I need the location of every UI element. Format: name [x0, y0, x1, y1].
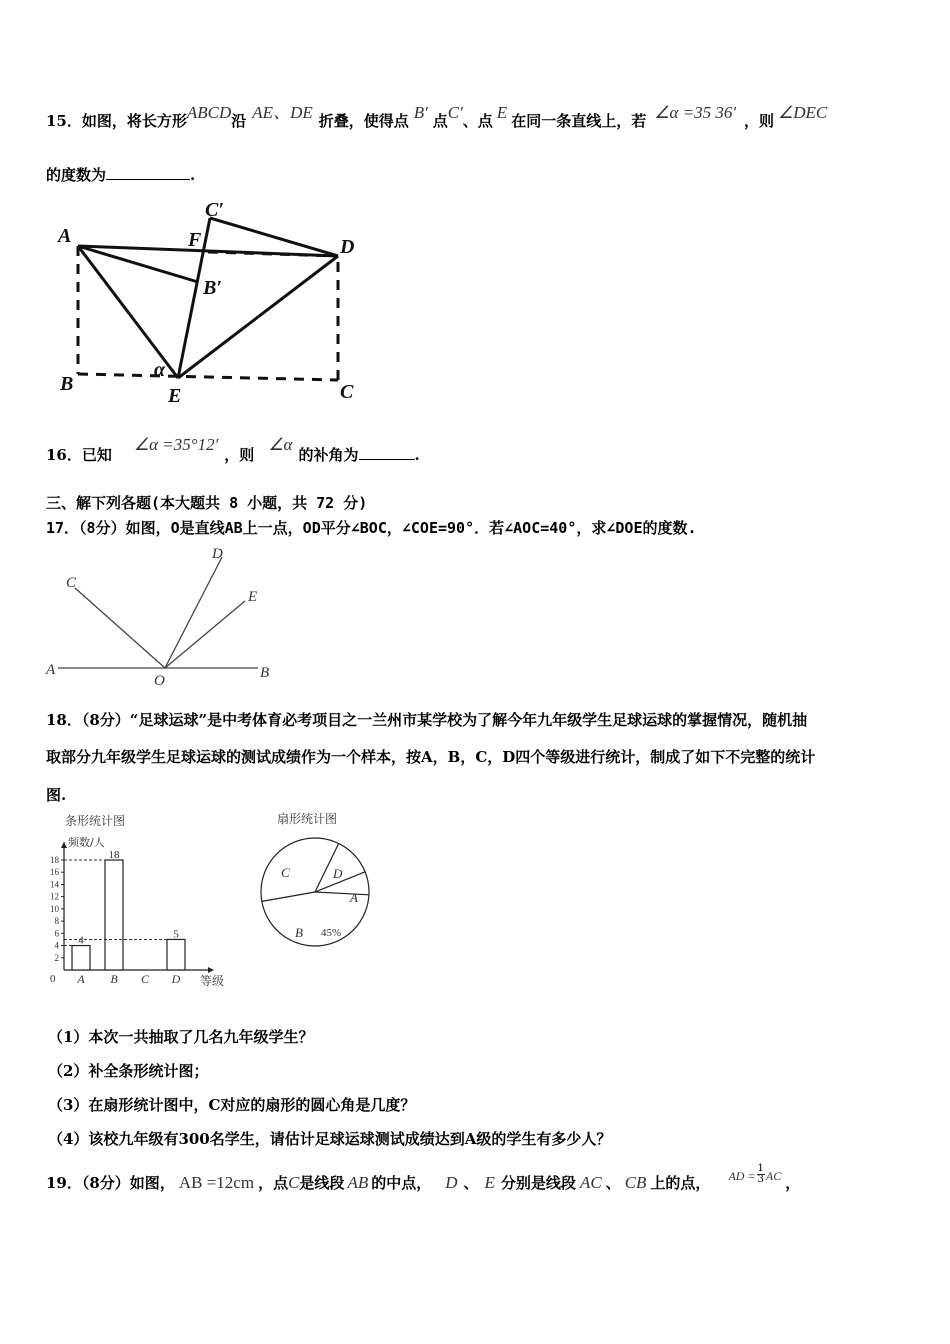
- bar-A: [72, 946, 90, 970]
- pie-chart-title: 扇形统计图: [277, 812, 338, 826]
- pie-slice-label: C: [281, 865, 290, 880]
- y-tick-label: 8: [54, 916, 59, 927]
- label-E: E: [248, 589, 258, 605]
- label-B: B: [260, 665, 270, 681]
- bar-chart-xlabel: 等级: [200, 974, 225, 988]
- q18-line3: 图.: [46, 786, 67, 804]
- data-label: 5: [173, 928, 179, 941]
- q18-sub2: （2）补全条形统计图；: [48, 1062, 209, 1080]
- label-D: D: [212, 546, 223, 562]
- y-tick-label: 14: [50, 879, 59, 890]
- q19-number: 19．: [46, 1174, 82, 1192]
- pie-slice-label: D: [333, 866, 343, 881]
- q15-number: 15．: [46, 112, 82, 130]
- y-axis-arrow: [61, 842, 67, 848]
- origin-label: 0: [50, 973, 56, 985]
- label-A: A: [46, 662, 56, 678]
- q16-line: 16．已知∠α =35°12′，则∠α的补角为 .: [46, 435, 420, 464]
- q15-line1: 15．如图，将长方形ABCD沿 AE、DE 折叠，使得点 B' 点C'、点 E 在同一条直线上，若 ∠α =35 36' ，则 ∠DEC: [46, 103, 828, 130]
- label-B-prime: B′: [203, 277, 222, 299]
- y-tick-label: 18: [50, 855, 59, 865]
- pie-slice-annotation: 45%: [321, 927, 342, 939]
- answer-blank[interactable]: [359, 459, 415, 460]
- q17-text: 17．（8分）如图，O是直线AB上一点，OD平分∠BOC，∠COE=90°．若∠AOC=40°，求∠DOE的度数.: [46, 519, 697, 537]
- y-tick-label: 16: [50, 867, 59, 878]
- label-E: E: [168, 385, 182, 407]
- data-label: 18: [108, 849, 120, 861]
- q18-line1: 18．（8分）“足球运球”是中考体育必考项目之一兰州市某学校为了解今年九年级学生足球运球的掌握情况，随机抽: [46, 711, 808, 729]
- y-tick-label: 12: [50, 891, 59, 902]
- answer-blank[interactable]: [106, 179, 190, 180]
- x-tick-label: B: [110, 972, 118, 986]
- bar-D: [167, 939, 185, 970]
- label-C: C: [66, 575, 77, 591]
- q15-line2: 的度数为 .: [46, 166, 196, 184]
- label-A: A: [58, 225, 72, 247]
- pie-chart-plot: [255, 832, 380, 957]
- data-label: 4: [78, 934, 84, 947]
- x-tick-label: A: [77, 972, 85, 986]
- bar-chart: [40, 812, 240, 990]
- label-alpha: α: [154, 359, 166, 381]
- q16-number: 16．: [46, 446, 82, 464]
- bar-chart-title: 条形统计图: [65, 814, 126, 828]
- q18-sub1: （1）本次一共抽取了几名九年级学生？: [48, 1028, 314, 1046]
- bar-chart-ylabel: 频数/人: [68, 836, 105, 849]
- q19-line: 19．（8分）如图， AB =12cm ，点C是线段 AB 的中点， D 、 E 分别是线段 AC 、 CB 上的点， $^{AD =}$ $\frac{1}{3}$ $^{AC}$ ，: [46, 1162, 801, 1192]
- x-tick-label: D: [171, 972, 181, 986]
- label-C-prime: C′: [205, 199, 224, 221]
- q17-figure: [40, 543, 280, 688]
- fraction: $\frac{1}{3}$: [757, 1162, 764, 1185]
- pie-slice-label: A: [350, 890, 358, 905]
- x-tick-label: C: [140, 972, 150, 986]
- bar-chart-plot: [40, 812, 240, 990]
- q18-sub3: （3）在扇形统计图中，C对应的扇形的圆心角是几度？: [48, 1096, 416, 1114]
- q15-figure: [48, 196, 368, 411]
- label-O: O: [154, 673, 165, 688]
- label-C: C: [340, 381, 354, 403]
- label-B: B: [60, 373, 74, 395]
- pie-slice-label: B: [295, 925, 303, 940]
- label-F: F: [188, 229, 202, 251]
- bar-B: [105, 860, 123, 970]
- q18-sub4: （4）该校九年级有300名学生，请估计足球运球测试成绩达到A级的学生有多少人？: [48, 1130, 612, 1148]
- section-3-title: 三、解下列各题(本大题共 8 小题，共 72 分): [46, 494, 368, 512]
- pie-chart: [255, 810, 380, 960]
- y-tick-label: 4: [54, 940, 59, 951]
- q18-line2: 取部分九年级学生足球运球的测试成绩作为一个样本，按A，B，C，D四个等级进行统计，制成了如下不完整的统计: [46, 748, 816, 766]
- y-tick-label: 10: [50, 903, 59, 914]
- y-tick-label: 2: [54, 952, 59, 963]
- y-tick-label: 6: [54, 928, 59, 939]
- label-D: D: [340, 236, 355, 258]
